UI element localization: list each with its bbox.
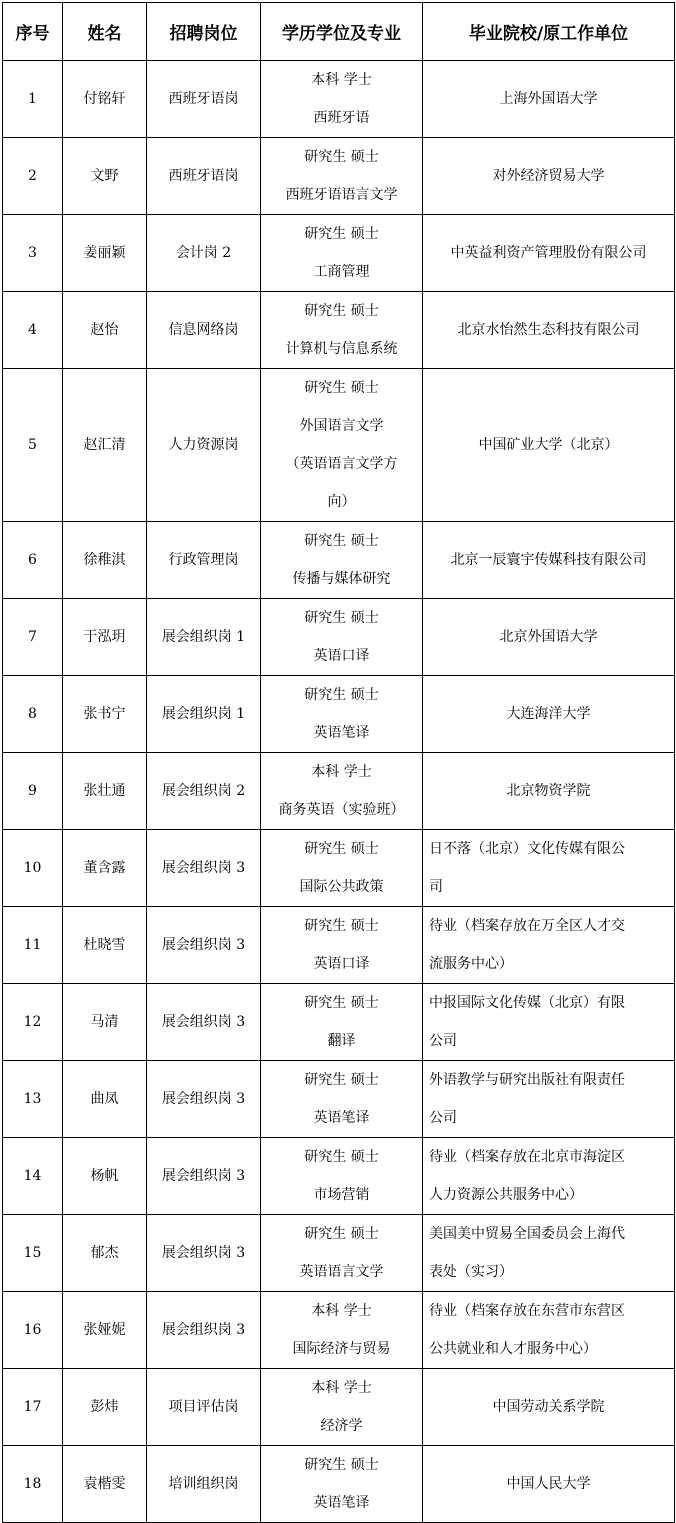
school-cell-line: 公共就业和人才服务中心） bbox=[429, 1341, 597, 1357]
school-cell bbox=[423, 830, 675, 907]
school-cell bbox=[423, 522, 675, 599]
table-row bbox=[3, 138, 675, 215]
education-cell-line: 研究生 硕士 bbox=[304, 1226, 379, 1242]
school-cell-line: 待业（档案存放在北京市海淀区 bbox=[429, 1149, 625, 1165]
education-cell-line: 研究生 硕士 bbox=[304, 226, 379, 242]
header-row bbox=[3, 3, 675, 61]
table-row bbox=[3, 830, 675, 907]
row-number: 17 bbox=[3, 1369, 63, 1446]
education-cell-line: 计算机与信息系统 bbox=[285, 341, 398, 357]
job-post: 展会组织岗 3 bbox=[147, 1061, 261, 1138]
job-post: 信息网络岗 bbox=[147, 292, 261, 369]
education-cell-line: 英语笔译 bbox=[313, 1110, 370, 1126]
row-number: 2 bbox=[3, 138, 63, 215]
education-cell-line: 英语口译 bbox=[313, 648, 370, 664]
school-cell-line: 北京物资学院 bbox=[506, 783, 591, 799]
person-name: 杨帆 bbox=[63, 1138, 147, 1215]
person-name: 徐稚淇 bbox=[63, 522, 147, 599]
education-cell-line: 外国语言文学 bbox=[299, 418, 384, 434]
school-cell bbox=[423, 369, 675, 522]
education-cell bbox=[261, 830, 423, 907]
job-post: 培训组织岗 bbox=[147, 1446, 261, 1523]
person-name: 张壮通 bbox=[63, 753, 147, 830]
row-number: 4 bbox=[3, 292, 63, 369]
school-cell bbox=[423, 753, 675, 830]
education-cell bbox=[261, 1446, 423, 1523]
person-name: 赵怡 bbox=[63, 292, 147, 369]
row-number: 13 bbox=[3, 1061, 63, 1138]
table-row bbox=[3, 984, 675, 1061]
school-cell bbox=[423, 61, 675, 138]
row-number: 1 bbox=[3, 61, 63, 138]
row-number: 14 bbox=[3, 1138, 63, 1215]
table-row bbox=[3, 907, 675, 984]
school-cell-line: 司 bbox=[429, 879, 443, 895]
school-cell bbox=[423, 292, 675, 369]
education-cell bbox=[261, 676, 423, 753]
person-name: 马清 bbox=[63, 984, 147, 1061]
education-cell-line: 研究生 硕士 bbox=[304, 533, 379, 549]
education-cell-line: 西班牙语语言文学 bbox=[285, 187, 398, 203]
job-post: 西班牙语岗 bbox=[147, 138, 261, 215]
table-row bbox=[3, 1061, 675, 1138]
person-name: 赵汇清 bbox=[63, 369, 147, 522]
education-cell-line: 研究生 硕士 bbox=[304, 303, 379, 319]
header-school: 毕业院校/原工作单位 bbox=[423, 3, 675, 61]
person-name: 彭炜 bbox=[63, 1369, 147, 1446]
school-cell bbox=[423, 984, 675, 1061]
education-cell-line: 传播与媒体研究 bbox=[292, 571, 391, 587]
education-cell bbox=[261, 599, 423, 676]
job-post: 项目评估岗 bbox=[147, 1369, 261, 1446]
education-cell bbox=[261, 907, 423, 984]
table-body bbox=[3, 61, 675, 1523]
row-number: 3 bbox=[3, 215, 63, 292]
job-post: 展会组织岗 3 bbox=[147, 907, 261, 984]
education-cell bbox=[261, 138, 423, 215]
education-cell-line: 研究生 硕士 bbox=[304, 1072, 379, 1088]
row-number: 6 bbox=[3, 522, 63, 599]
job-post: 展会组织岗 1 bbox=[147, 676, 261, 753]
education-cell-line: 研究生 硕士 bbox=[304, 380, 379, 396]
school-cell-line: 北京水怡然生态科技有限公司 bbox=[457, 322, 640, 338]
table-row bbox=[3, 369, 675, 522]
table-row bbox=[3, 292, 675, 369]
education-cell-line: 工商管理 bbox=[313, 264, 370, 280]
school-cell bbox=[423, 599, 675, 676]
header-name: 姓名 bbox=[63, 3, 147, 61]
education-cell-line: 本科 学士 bbox=[311, 1380, 372, 1396]
school-cell-line: 待业（档案存放在东营市东营区 bbox=[429, 1303, 625, 1319]
school-cell-line: 大连海洋大学 bbox=[506, 706, 591, 722]
education-cell bbox=[261, 984, 423, 1061]
personnel-table bbox=[2, 2, 675, 1523]
school-cell bbox=[423, 907, 675, 984]
education-cell-line: 英语口译 bbox=[313, 956, 370, 972]
school-cell bbox=[423, 138, 675, 215]
table-row bbox=[3, 61, 675, 138]
school-cell-line: 人力资源公共服务中心） bbox=[429, 1187, 583, 1203]
person-name: 袁楷雯 bbox=[63, 1446, 147, 1523]
education-cell-line: 向） bbox=[327, 494, 356, 510]
education-cell-line: 本科 学士 bbox=[311, 764, 372, 780]
education-cell-line: 国际公共政策 bbox=[299, 879, 384, 895]
education-cell-line: （英语语言文学方 bbox=[285, 456, 398, 472]
table-row bbox=[3, 753, 675, 830]
education-cell-line: 英语语言文学 bbox=[299, 1264, 384, 1280]
school-cell-line: 中国人民大学 bbox=[506, 1476, 591, 1492]
header-post: 招聘岗位 bbox=[147, 3, 261, 61]
person-name: 文野 bbox=[63, 138, 147, 215]
school-cell-line: 北京一辰寰宇传媒科技有限公司 bbox=[450, 552, 647, 568]
school-cell-line: 北京外国语大学 bbox=[499, 629, 598, 645]
job-post: 人力资源岗 bbox=[147, 369, 261, 522]
job-post: 展会组织岗 3 bbox=[147, 1215, 261, 1292]
school-cell bbox=[423, 1215, 675, 1292]
row-number: 10 bbox=[3, 830, 63, 907]
education-cell-line: 研究生 硕士 bbox=[304, 918, 379, 934]
job-post: 展会组织岗 3 bbox=[147, 984, 261, 1061]
person-name: 姜丽颖 bbox=[63, 215, 147, 292]
table-row bbox=[3, 522, 675, 599]
person-name: 付铭轩 bbox=[63, 61, 147, 138]
education-cell bbox=[261, 61, 423, 138]
education-cell-line: 市场营销 bbox=[313, 1187, 370, 1203]
school-cell-line: 上海外国语大学 bbox=[499, 91, 598, 107]
education-cell-line: 经济学 bbox=[320, 1418, 363, 1434]
education-cell-line: 研究生 硕士 bbox=[304, 841, 379, 857]
school-cell-line: 对外经济贸易大学 bbox=[492, 168, 605, 184]
education-cell bbox=[261, 369, 423, 522]
school-cell-line: 公司 bbox=[429, 1033, 457, 1049]
school-cell-line: 中国矿业大学（北京） bbox=[478, 437, 619, 453]
education-cell bbox=[261, 1215, 423, 1292]
person-name: 张娅妮 bbox=[63, 1292, 147, 1369]
school-cell-line: 表处（实习） bbox=[429, 1264, 513, 1280]
header-education: 学历学位及专业 bbox=[261, 3, 423, 61]
education-cell-line: 英语笔译 bbox=[313, 725, 370, 741]
school-cell-line: 中英益利资产管理股份有限公司 bbox=[450, 245, 647, 261]
school-cell bbox=[423, 676, 675, 753]
row-number: 16 bbox=[3, 1292, 63, 1369]
education-cell-line: 研究生 硕士 bbox=[304, 1457, 379, 1473]
education-cell bbox=[261, 1369, 423, 1446]
education-cell-line: 本科 学士 bbox=[311, 72, 372, 88]
education-cell-line: 商务英语（实验班） bbox=[278, 802, 405, 818]
education-cell bbox=[261, 1292, 423, 1369]
school-cell-line: 中报国际文化传媒（北京）有限 bbox=[429, 995, 625, 1011]
row-number: 5 bbox=[3, 369, 63, 522]
person-name: 郁杰 bbox=[63, 1215, 147, 1292]
education-cell-line: 英语笔译 bbox=[313, 1495, 370, 1511]
job-post: 展会组织岗 3 bbox=[147, 830, 261, 907]
person-name: 杜晓雪 bbox=[63, 907, 147, 984]
school-cell bbox=[423, 1446, 675, 1523]
row-number: 8 bbox=[3, 676, 63, 753]
table-row bbox=[3, 599, 675, 676]
table-row bbox=[3, 1215, 675, 1292]
row-number: 15 bbox=[3, 1215, 63, 1292]
school-cell bbox=[423, 215, 675, 292]
education-cell bbox=[261, 1061, 423, 1138]
table-row bbox=[3, 676, 675, 753]
table-row bbox=[3, 1369, 675, 1446]
education-cell-line: 翻译 bbox=[327, 1033, 356, 1049]
school-cell-line: 中国劳动关系学院 bbox=[492, 1399, 605, 1415]
row-number: 7 bbox=[3, 599, 63, 676]
education-cell-line: 研究生 硕士 bbox=[304, 995, 379, 1011]
education-cell-line: 本科 学士 bbox=[311, 1303, 372, 1319]
row-number: 18 bbox=[3, 1446, 63, 1523]
school-cell bbox=[423, 1292, 675, 1369]
school-cell bbox=[423, 1369, 675, 1446]
education-cell-line: 西班牙语 bbox=[313, 110, 370, 126]
school-cell-line: 公司 bbox=[429, 1110, 457, 1126]
person-name: 于泓玥 bbox=[63, 599, 147, 676]
education-cell-line: 研究生 硕士 bbox=[304, 149, 379, 165]
education-cell bbox=[261, 1138, 423, 1215]
school-cell bbox=[423, 1138, 675, 1215]
job-post: 展会组织岗 3 bbox=[147, 1292, 261, 1369]
job-post: 会计岗 2 bbox=[147, 215, 261, 292]
education-cell-line: 研究生 硕士 bbox=[304, 1149, 379, 1165]
school-cell bbox=[423, 1061, 675, 1138]
school-cell-line: 日不落（北京）文化传媒有限公 bbox=[429, 841, 625, 857]
row-number: 9 bbox=[3, 753, 63, 830]
row-number: 11 bbox=[3, 907, 63, 984]
job-post: 西班牙语岗 bbox=[147, 61, 261, 138]
table-row bbox=[3, 215, 675, 292]
education-cell bbox=[261, 292, 423, 369]
job-post: 展会组织岗 2 bbox=[147, 753, 261, 830]
job-post: 展会组织岗 1 bbox=[147, 599, 261, 676]
table-row bbox=[3, 1292, 675, 1369]
header-no: 序号 bbox=[3, 3, 63, 61]
job-post: 行政管理岗 bbox=[147, 522, 261, 599]
table-row bbox=[3, 1446, 675, 1523]
school-cell-line: 美国美中贸易全国委员会上海代 bbox=[429, 1226, 625, 1242]
education-cell-line: 研究生 硕士 bbox=[304, 687, 379, 703]
school-cell-line: 流服务中心） bbox=[429, 956, 513, 972]
row-number: 12 bbox=[3, 984, 63, 1061]
table-row bbox=[3, 1138, 675, 1215]
person-name: 曲凤 bbox=[63, 1061, 147, 1138]
education-cell bbox=[261, 753, 423, 830]
job-post: 展会组织岗 3 bbox=[147, 1138, 261, 1215]
person-name: 张书宁 bbox=[63, 676, 147, 753]
school-cell-line: 外语教学与研究出版社有限责任 bbox=[429, 1072, 625, 1088]
education-cell bbox=[261, 215, 423, 292]
education-cell-line: 研究生 硕士 bbox=[304, 610, 379, 626]
education-cell-line: 国际经济与贸易 bbox=[292, 1341, 391, 1357]
school-cell-line: 待业（档案存放在万全区人才交 bbox=[429, 918, 625, 934]
education-cell bbox=[261, 522, 423, 599]
person-name: 董含露 bbox=[63, 830, 147, 907]
